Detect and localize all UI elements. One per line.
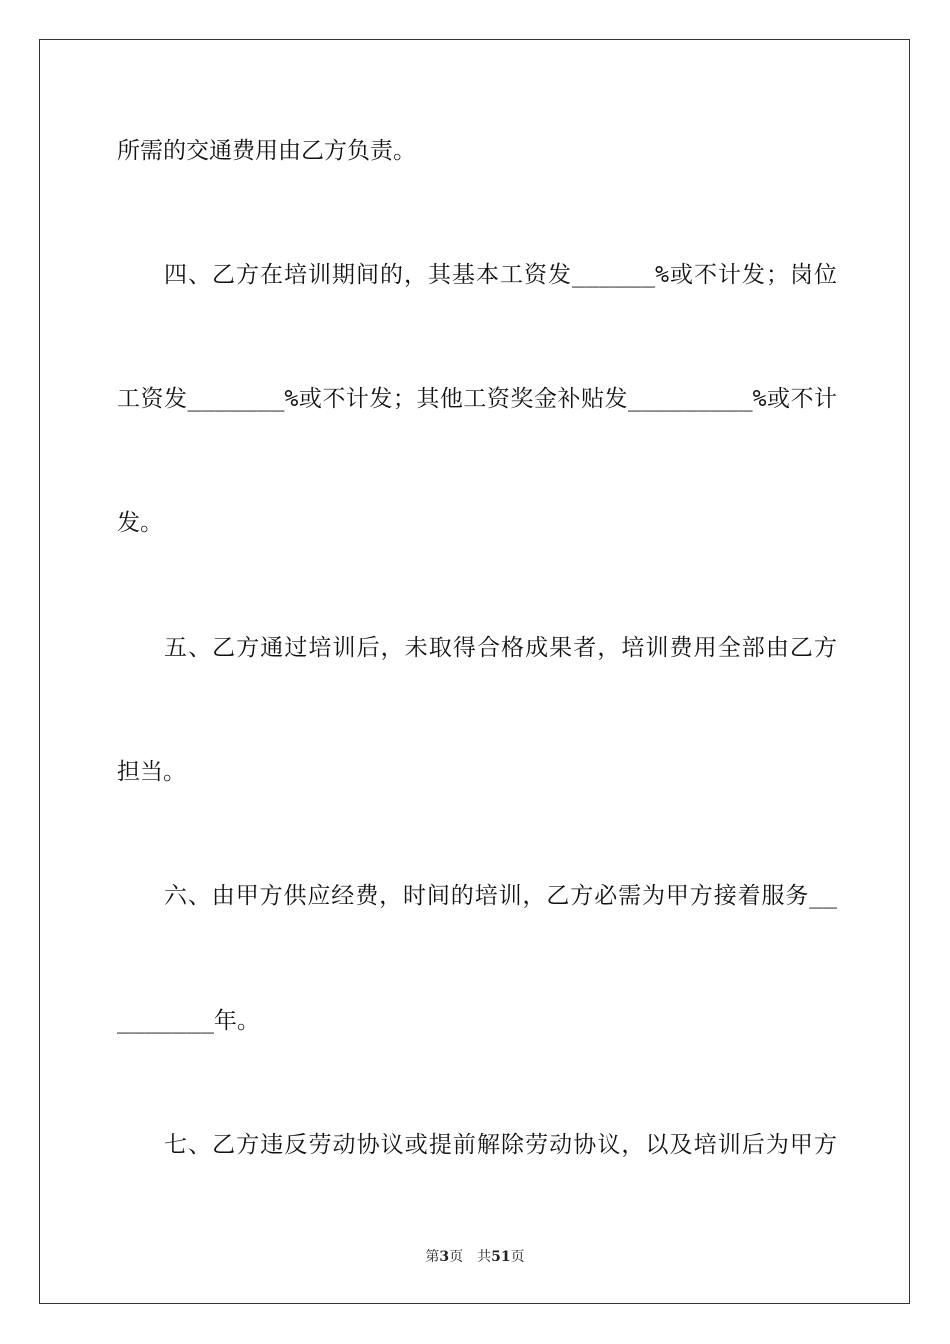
footer-page-number: 3 xyxy=(439,1249,450,1265)
paragraph-line-1: 所需的交通费用由乙方负责。 xyxy=(117,138,416,164)
paragraph-line-3: 工资发_______%或不计发；其他工资奖金补贴发_________%或不计 xyxy=(117,386,837,412)
paragraph-line-4: 发。 xyxy=(117,510,163,536)
footer-page-prefix: 第 xyxy=(425,1249,440,1265)
page-border xyxy=(39,39,910,1304)
footer-total-prefix: 共 xyxy=(477,1249,492,1265)
paragraph-line-6: 担当。 xyxy=(117,759,186,785)
footer-total-suffix: 页 xyxy=(510,1249,525,1265)
paragraph-line-5: 五、乙方通过培训后，未取得合格成果者，培训费用全部由乙方 xyxy=(164,635,837,661)
paragraph-line-2: 四、乙方在培训期间的，其基本工资发______%或不计发；岗位 xyxy=(164,262,837,288)
paragraph-line-7: 六、由甲方供应经费，时间的培训，乙方必需为甲方接着服务__ xyxy=(164,883,837,909)
footer-total-pages: 51 xyxy=(491,1249,511,1265)
page-footer xyxy=(0,1246,950,1266)
paragraph-line-8: _______年。 xyxy=(117,1008,260,1034)
paragraph-line-9: 七、乙方违反劳动协议或提前解除劳动协议，以及培训后为甲方 xyxy=(164,1132,837,1158)
footer-page-suffix: 页 xyxy=(449,1249,464,1265)
